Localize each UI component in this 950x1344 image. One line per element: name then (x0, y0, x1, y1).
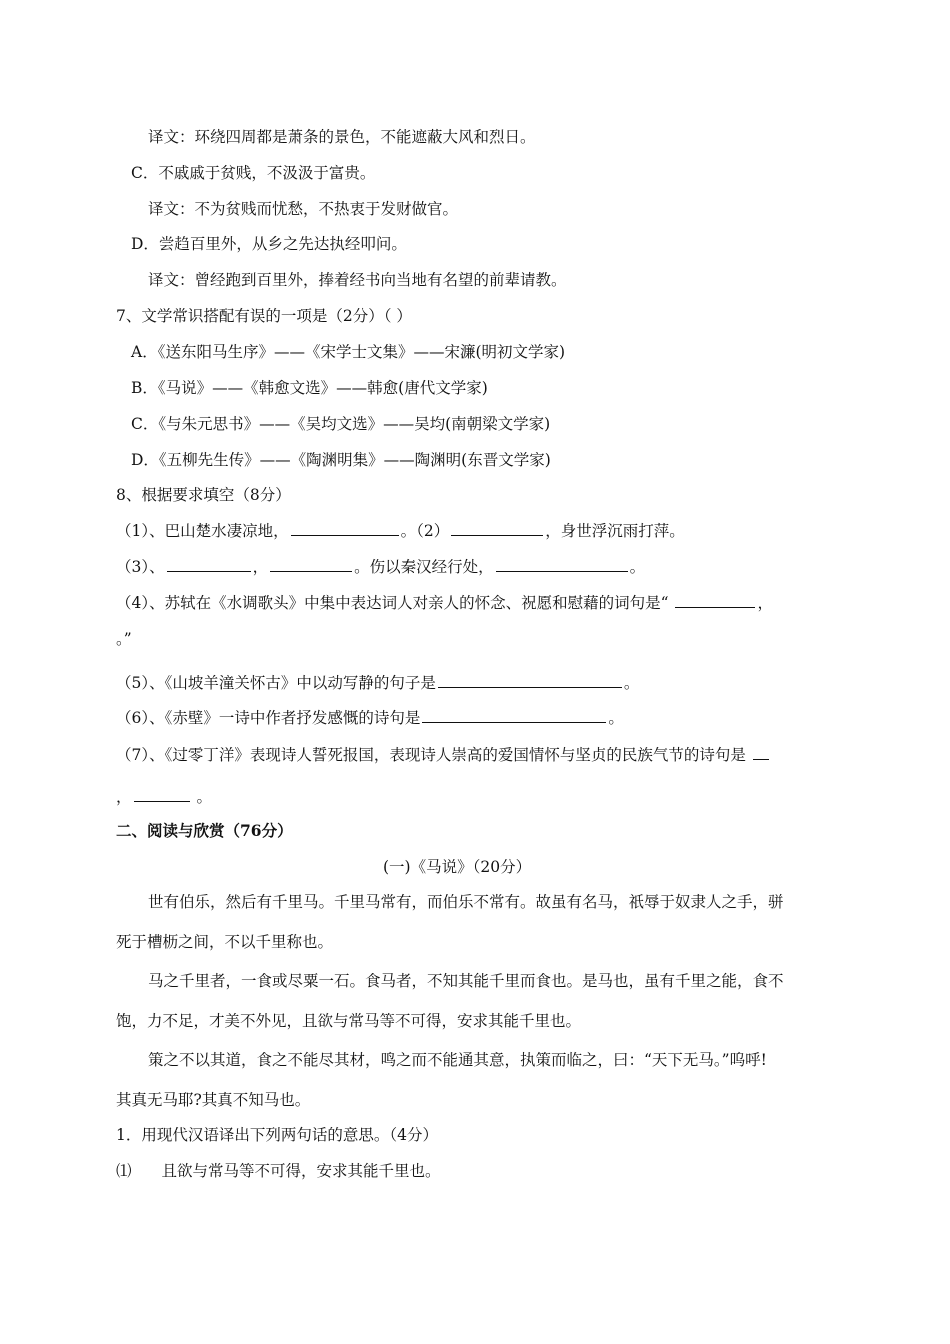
answer-blank[interactable] (270, 557, 352, 572)
passage-para2-line1: 马之千里者，一食或尽粟一石。食马者，不知其能千里而食也。是马也，虽有千里之能，食不 (148, 972, 784, 990)
q6-c-translation: 译文：不为贫贱而忧愁，不热衷于发财做官。 (148, 200, 459, 218)
question-1-item-1 (116, 1160, 441, 1182)
q6-option-c: C．不戚戚于贫贱，不汲汲于富贵。 (131, 164, 376, 182)
q8-item5-text: （5）、《山坡羊潼关怀古》中以动写静的句子是 (116, 674, 436, 692)
question-1-stem: 1．用现代汉语译出下列两句话的意思。（4分） (116, 1126, 438, 1144)
q8-item4-end: 。” (116, 630, 132, 648)
answer-blank[interactable] (291, 521, 399, 536)
item-number: ⑴ (116, 1162, 132, 1180)
q8-item3-comma: ， (252, 558, 269, 576)
passage-para1-line2: 死于槽枥之间，不以千里称也。 (116, 933, 334, 951)
q7-option-a: A．《送东阳马生序》——《宋学士文集》——宋濂(明初文学家) (131, 343, 566, 361)
answer-blank[interactable] (134, 787, 190, 802)
q8-item3-text: 。伤以秦汉经行处， (354, 558, 494, 576)
q8-item-5 (116, 672, 639, 694)
q8-item-4 (116, 592, 773, 614)
q8-stem: 8、根据要求填空（8分） (116, 486, 291, 504)
answer-blank[interactable] (167, 557, 251, 572)
answer-blank[interactable] (451, 521, 543, 536)
q7-option-d: D．《五柳先生传》——《陶渊明集》——陶渊明(东晋文学家) (131, 451, 551, 469)
q7-stem: 7、文学常识搭配有误的一项是（2分）（ ） (116, 307, 412, 325)
q8-item4-text: （4）、苏轼在《水调歌头》中集中表达词人对亲人的怀念、祝愿和慰藉的词句是“ (116, 594, 669, 612)
q8-item7-comma: ， (116, 788, 132, 806)
answer-blank[interactable] (496, 557, 628, 572)
q7-option-c: C．《与朱元思书》——《吴均文选》——吴均(南朝梁文学家) (131, 415, 551, 433)
q7-option-b: B．《马说》——《韩愈文选》——韩愈(唐代文学家) (131, 379, 488, 397)
q8-item-1-2 (116, 520, 685, 542)
q6-option-d: D．尝趋百里外，从乡之先达执经叩问。 (131, 235, 407, 253)
answer-blank[interactable] (675, 593, 755, 608)
q8-item3-end: 。 (629, 558, 646, 576)
q8-item5-end: 。 (623, 674, 640, 692)
q8-item4-comma: ， (757, 594, 773, 612)
q8-item-7-cont (116, 786, 212, 808)
q6-d-translation: 译文：曾经跑到百里外，捧着经书向当地有名望的前辈请教。 (148, 271, 567, 289)
q8-item-3 (116, 556, 645, 578)
answer-blank[interactable] (753, 745, 769, 760)
q8-item3-prefix: （3）、 (116, 558, 165, 576)
q8-item-7 (116, 744, 771, 766)
answer-blank[interactable] (422, 708, 606, 723)
q6-b-translation: 译文：环绕四周都是萧条的景色，不能遮蔽大风和烈日。 (148, 128, 536, 146)
section-heading: 二、阅读与欣赏（76分） (116, 821, 293, 840)
q8-item-6 (116, 707, 624, 729)
passage-para3-line2: 其真无马耶?其真不知马也。 (116, 1091, 311, 1109)
passage-para3-line1: 策之不以其道，食之不能尽其材，鸣之而不能通其意，执策而临之，曰：“天下无马。”呜呼! (148, 1051, 767, 1069)
q8-item1-text: （1）、巴山楚水凄凉地， (116, 522, 289, 540)
q8-item6-text: （6）、《赤壁》一诗中作者抒发感慨的诗句是 (116, 709, 421, 727)
q8-item6-end: 。 (608, 709, 624, 727)
answer-blank[interactable] (438, 673, 622, 688)
q8-item1-end: 。（2） (400, 522, 450, 540)
q8-item2-text: ，身世浮沉雨打萍。 (545, 522, 685, 540)
q8-item7-end: 。 (196, 788, 212, 806)
passage-para1-line1: 世有伯乐，然后有千里马。千里马常有，而伯乐不常有。故虽有名马，祇辱于奴隶人之手，骈 (148, 893, 784, 911)
passage-para2-line2: 饱，力不足，才美不外见，且欲与常马等不可得，安求其能千里也。 (116, 1012, 582, 1030)
passage-title: (一)《马说》（20分） (383, 858, 532, 876)
item-text: 且欲与常马等不可得，安求其能千里也。 (161, 1162, 441, 1180)
q8-item7-text: （7）、《过零丁洋》表现诗人誓死报国，表现诗人崇高的爱国情怀与坚贞的民族气节的诗句是 (116, 746, 746, 764)
